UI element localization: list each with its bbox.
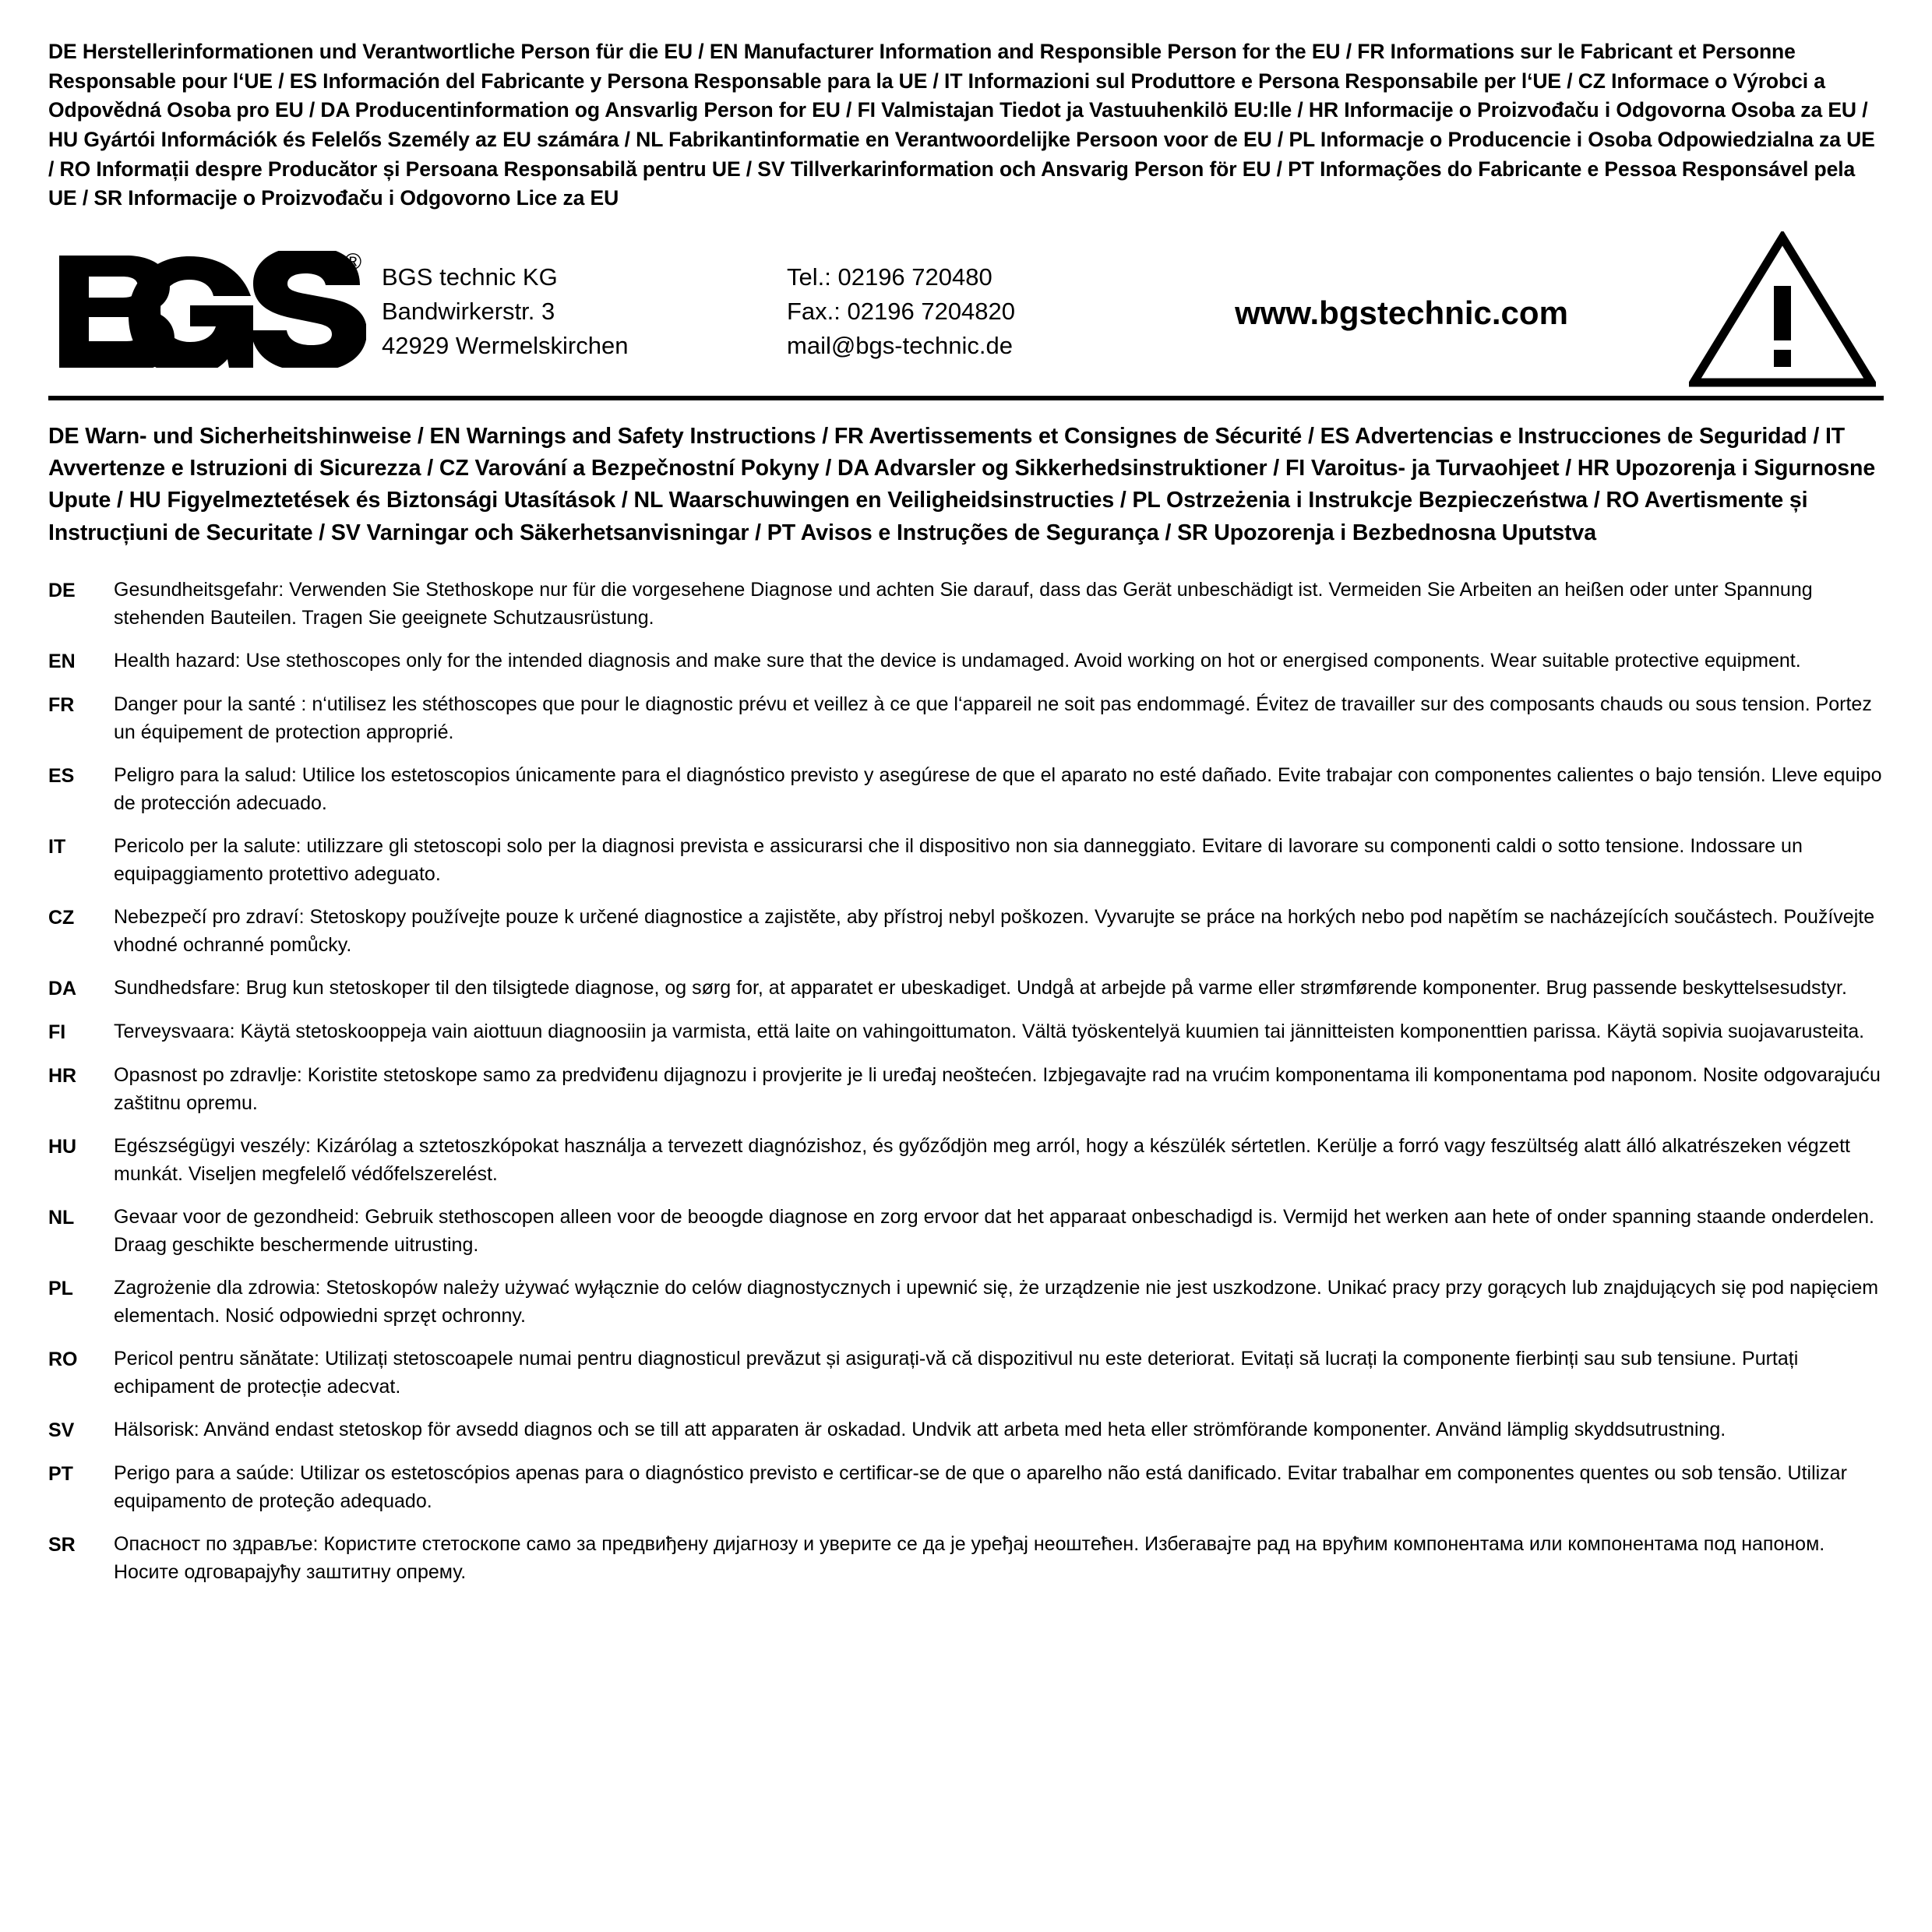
warning-text: Health hazard: Use stethoscopes only for the intended diagnosis and make sure that the device is undamaged. Avoid working on hot or energised components. Wear suitable protective equipment.	[114, 650, 1801, 672]
warning-text: Terveysvaara: Käytä stetoskooppeja vain aiottuun diagnoosiin ja varmista, että laite on vahingoittumaton. Vältä työskentelyä kuumien tai jännitteisten komponenttien parissa. Käytä sopivia suojavarusteita.	[114, 1021, 1865, 1042]
list-item	[48, 1416, 1884, 1444]
list-item	[48, 1132, 1884, 1188]
language-code: DA	[48, 978, 77, 999]
company-street: Bandwirkerstr. 3	[382, 297, 555, 325]
list-item	[48, 576, 1884, 632]
list-item	[48, 903, 1884, 959]
company-website[interactable]: www.bgstechnic.com	[1235, 294, 1568, 331]
language-code: ES	[48, 765, 75, 787]
language-code: PT	[48, 1463, 73, 1485]
warning-text: Nebezpečí pro zdraví: Stetoskopy používejte pouze k určené diagnostice a zajistěte, aby přístroj nebyl poškozen. Vyvarujte se práce na horkých nebo pod napětím se nacházejících součástech. Používejte vhodné ochranné pomůcky.	[114, 906, 1875, 956]
language-code: IT	[48, 836, 66, 858]
company-telephone: Tel.: 02196 720480	[787, 263, 992, 291]
warning-text: Pericol pentru sănătate: Utilizați stetoscoapele numai pentru diagnosticul prevăzut și asigurați-vă că dispozitivul nu este deteriorat. Evitați să lucrați la componente fierbinți sau sub tensiune. Purtați echipament de protecție adecvat.	[114, 1348, 1799, 1398]
warning-triangle	[1681, 231, 1884, 387]
warning-text: Zagrożenie dla zdrowia: Stetoskopów należy używać wyłącznie do celów diagnostycznych i upewnić się, że urządzenie nie jest uszkodzone. Unikać pracy przy gorących lub znajdujących się pod napięciem elementach. Nosić odpowiedni sprzęt ochronny.	[114, 1277, 1879, 1327]
warning-text: Gevaar voor de gezondheid: Gebruik stethoscopen alleen voor de beoogde diagnose en zorg ervoor dat het apparaat onbeschadigd is. Vermijd het werken aan hete of onder spanning staande onderdelen. Draag geschikte beschermende uitrusting.	[114, 1206, 1874, 1256]
company-header	[48, 227, 1884, 391]
list-item	[48, 974, 1884, 1003]
warnings-list	[48, 576, 1884, 1586]
warning-text: Peligro para la salud: Utilice los estetoscopios únicamente para el diagnóstico previsto y asegúrese de que el aparato no esté dañado. Evite trabajar con componentes calientes o bajo tensión. Lleve equipo de protección adecuado.	[114, 764, 1882, 814]
warning-text: Perigo para a saúde: Utilizar os estetoscópios apenas para o diagnóstico previsto e certificar-se de que o aparelho não está danificado. Evitar trabalhar em componentes quentes ou sob tensão. Utilizar equipamento de proteção adequado.	[114, 1462, 1847, 1512]
svg-text:technic: technic	[146, 345, 256, 368]
warning-text: Danger pour la santé : n‘utilisez les stéthoscopes que pour le diagnostic prévu et veillez à ce que l‘appareil ne soit pas endommagé. Évitez de travailler sur des composants chauds ou sous tension. Portez un équipement de protection approprié.	[114, 693, 1872, 743]
list-item	[48, 1459, 1884, 1515]
company-address	[382, 256, 787, 363]
warning-text: Hälsorisk: Använd endast stetoskop för avsedd diagnos och se till att apparaten är oskadad. Undvik att arbeta med heta eller strömförande komponenter. Använd lämplig skyddsutrustning.	[114, 1419, 1726, 1440]
warning-text: Sundhedsfare: Brug kun stetoskoper til den tilsigtede diagnose, og sørg for, at apparatet er ubeskadiget. Undgå at arbejde på varme eller strømførende komponenter. Brug passende beskyttelsesudstyr.	[114, 977, 1847, 999]
bgs-logo-icon	[55, 251, 366, 368]
warning-text: Egészségügyi veszély: Kizárólag a sztetoszkópokat használja a tervezett diagnózishoz, és győződjön meg arról, hogy a készülék sértetlen. Kerülje a forró vagy feszültség alatt álló alkatrészeken végzett munkát. Viseljen megfelelő védőfelszerelést.	[114, 1135, 1850, 1185]
language-code: DE	[48, 580, 76, 601]
list-item	[48, 761, 1884, 817]
manufacturer-information-heading: DE Herstellerinformationen und Verantwortliche Person für die EU / EN Manufacturer Information and Responsible Person for the EU / FR Informations sur le Fabricant et Personne Responsable pour l‘UE / ES Información del Fabricante y Persona Responsable para la UE / IT Informazioni sul Produttore e Persona Responsabile per l‘UE / CZ Informace o Výrobci a Odpovědná Osoba pro EU / DA Producentinformation og Ansvarlig Person for EU / FI Valmistajan Tiedot ja Vastuuhenkilö EU:lle / HR Informacije o Proizvođaču i Odgovorna Osoba za EU / HU Gyártói Információk és Felelős Személy az EU számára / NL Fabrikantinformatie en Verantwoordelijke Persoon voor de EU / PL Informacje o Producencie i Osoba Odpowiedzialna za UE / RO Informații despre Producător și Persoana Responsabilă pentru UE / SV Tillverkarinformation och Ansvarig Person för EU / PT Informações do Fabricante e Pessoa Responsável pela UE / SR Informacije o Proizvođaču i Odgovorno Lice za EU	[48, 40, 1875, 210]
list-item	[48, 1345, 1884, 1401]
company-city: 42929 Wermelskirchen	[382, 331, 629, 359]
list-item	[48, 832, 1884, 888]
language-code: PL	[48, 1278, 73, 1299]
language-code: CZ	[48, 907, 75, 929]
warning-text: Pericolo per la salute: utilizzare gli stetoscopi solo per la diagnosi prevista e assicurarsi che il dispositivo non sia danneggiato. Evitare di lavorare su componenti caldi o sotto tensione. Indossare un equipaggiamento protettivo adeguato.	[114, 835, 1803, 885]
language-code: FI	[48, 1021, 66, 1043]
language-code: FR	[48, 694, 75, 716]
language-code: NL	[48, 1207, 75, 1229]
language-code: HR	[48, 1065, 77, 1087]
warning-text: Gesundheitsgefahr: Verwenden Sie Stethoskope nur für die vorgesehene Diagnose und achten Sie darauf, dass das Gerät unbeschädigt ist. Vermeiden Sie Arbeiten an heißen oder unter Spannung stehenden Bauteilen. Tragen Sie geeignete Schutzausrüstung.	[114, 579, 1813, 629]
language-code: HU	[48, 1136, 77, 1158]
list-item	[48, 1203, 1884, 1259]
list-item	[48, 1017, 1884, 1046]
list-item	[48, 1274, 1884, 1330]
language-code: EN	[48, 650, 76, 672]
language-code: SR	[48, 1534, 76, 1556]
language-code: RO	[48, 1349, 78, 1370]
company-email[interactable]: mail@bgs-technic.de	[787, 331, 1013, 359]
header-divider	[48, 396, 1884, 400]
safety-instructions-heading: DE Warn- und Sicherheitshinweise / EN Warnings and Safety Instructions / FR Avertissements et Consignes de Sécurité / ES Advertencias e Instrucciones de Seguridad / IT Avvertenze e Istruzioni di Sicurezza / CZ Varování a Bezpečnostní Pokyny / DA Advarsler og Sikkerhedsinstruktioner / FI Varoitus- ja Turvaohjeet / HR Upozorenja i Sigurnosne Upute / HU Figyelmeztetések és Biztonsági Utasítások / NL Waarschuwingen en Veiligheidsinstructies / PL Ostrzeżenia i Instrukcje Bezpieczeństwa / RO Avertismente și Instrucțiuni de Securitate / SV Varningar och Säkerhetsanvisningar / PT Avisos e Instruções de Segurança / SR Upozorenja i Bezbednosna Uputstva	[48, 423, 1876, 545]
company-name: BGS technic KG	[382, 263, 558, 291]
bgs-logo	[48, 251, 382, 368]
warning-text: Опасност по здравље: Користите стетоскопе само за предвиђену дијагнозу и уверите се да је уређај неоштећен. Избегавајте рад на врућим компонентама или компонентама под напоном. Носите одговарајућу заштитну опрему.	[114, 1533, 1825, 1583]
warning-text: Opasnost po zdravlje: Koristite stetoskope samo za predviđenu dijagnozu i provjerite je li uređaj neoštećen. Izbjegavajte rad na vrućim komponentama ili komponentama pod naponom. Nosite odgovarajuću zaštitnu opremu.	[114, 1064, 1881, 1114]
list-item	[48, 690, 1884, 746]
company-fax: Fax.: 02196 7204820	[787, 297, 1016, 325]
svg-text:®: ®	[344, 250, 362, 275]
language-code: SV	[48, 1419, 75, 1441]
list-item	[48, 1061, 1884, 1117]
list-item	[48, 647, 1884, 675]
company-contact	[787, 256, 1153, 363]
list-item	[48, 1530, 1884, 1586]
warning-triangle-icon	[1689, 231, 1876, 387]
